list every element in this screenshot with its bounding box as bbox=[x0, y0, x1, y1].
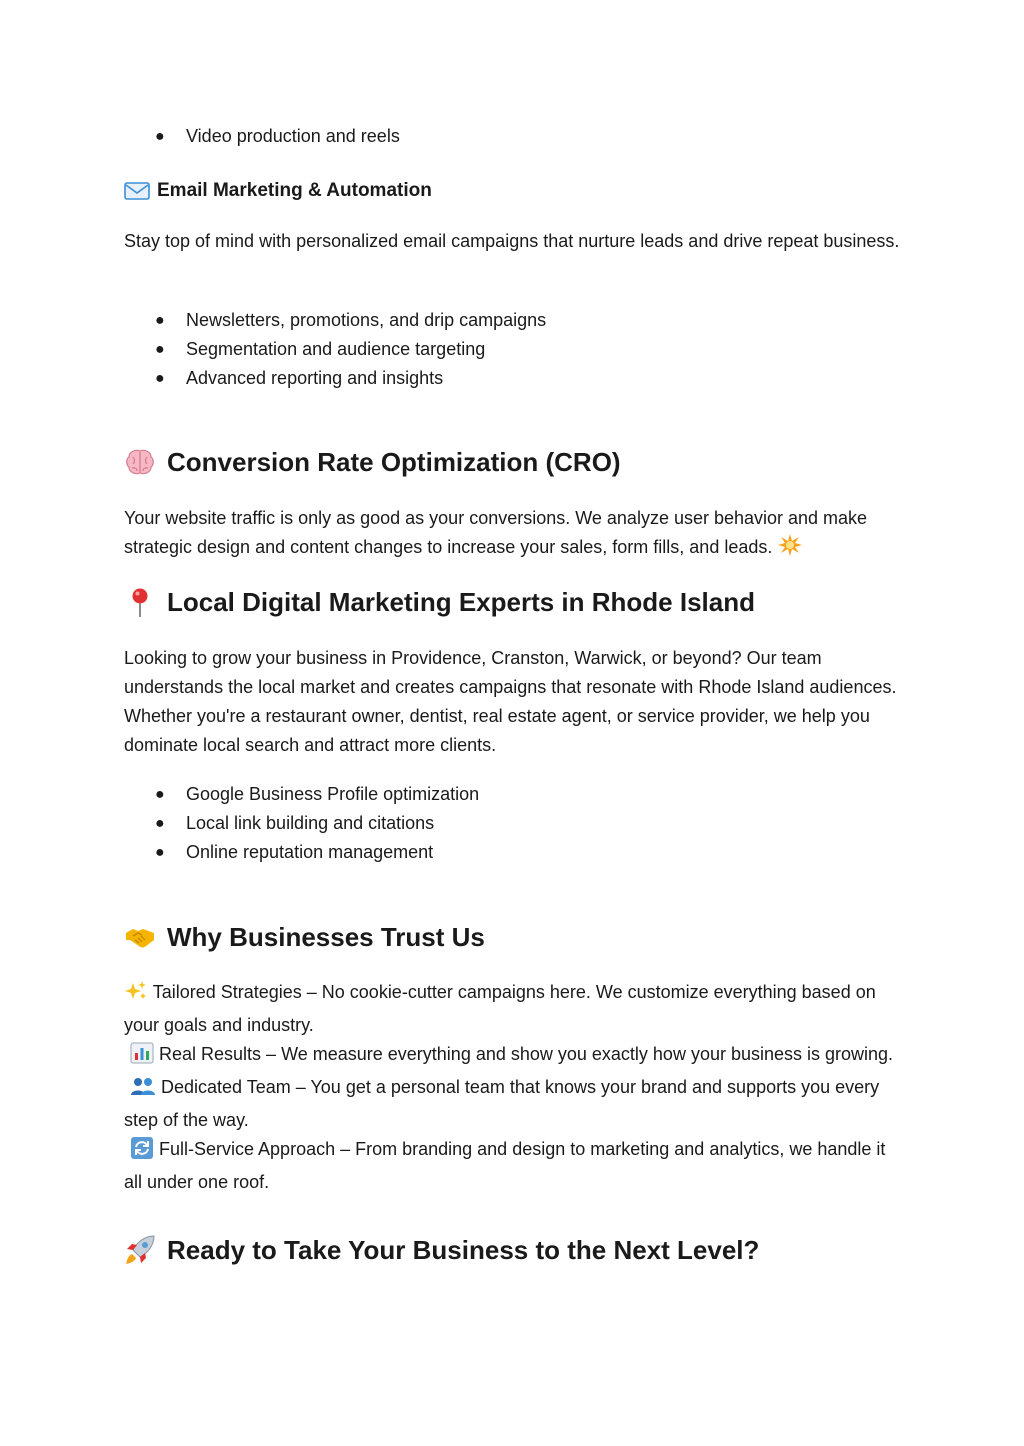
email-paragraph: Stay top of mind with personalized email campaigns that nurture leads and drive repeat business. bbox=[124, 231, 900, 251]
list-item-text: Video production and reels bbox=[186, 126, 400, 146]
rocket-icon bbox=[124, 1234, 156, 1266]
cro-paragraph-text: Your website traffic is only as good as your conversions. We analyze user behavior and make strategic design and content changes to increase your sales, form fills, and leads. bbox=[124, 508, 868, 557]
sparkles-icon bbox=[124, 980, 148, 1011]
bullet-dot: ● bbox=[155, 128, 165, 145]
cta-heading bbox=[124, 1232, 904, 1268]
trust-heading-text: Why Businesses Trust Us bbox=[167, 922, 485, 952]
list-item-text: Local link building and citations bbox=[186, 813, 435, 833]
local-bullet-list bbox=[124, 780, 904, 867]
trust-heading bbox=[124, 919, 904, 955]
video-bullet-list bbox=[124, 122, 904, 151]
list-item-text: Newsletters, promotions, and drip campaigns bbox=[186, 310, 547, 330]
list-item bbox=[124, 335, 904, 364]
pin-icon bbox=[124, 586, 156, 618]
email-bullet-list bbox=[124, 306, 904, 393]
trust-item bbox=[124, 1135, 904, 1197]
list-item bbox=[124, 809, 904, 838]
bullet-dot: ● bbox=[155, 312, 165, 329]
cro-heading bbox=[124, 444, 904, 480]
email-heading-text: Email Marketing & Automation bbox=[157, 180, 432, 201]
list-item bbox=[124, 780, 904, 809]
brain-icon bbox=[124, 446, 156, 478]
collision-icon bbox=[777, 533, 803, 566]
list-item bbox=[124, 306, 904, 335]
trust-item-text: Full-Service Approach – From branding and design to marketing and analytics, we handle it all under one roof. bbox=[124, 1139, 886, 1192]
list-item-text: Segmentation and audience targeting bbox=[186, 339, 486, 359]
local-heading-text: Local Digital Marketing Experts in Rhode Island bbox=[167, 587, 755, 617]
cro-heading-text: Conversion Rate Optimization (CRO) bbox=[167, 447, 621, 477]
trust-item-text: Dedicated Team – You get a personal team that knows your brand and supports you every step of the way. bbox=[124, 1077, 880, 1130]
trust-item-text: Tailored Strategies – No cookie-cutter campaigns here. We customize everything based on your goals and industry. bbox=[124, 982, 876, 1035]
people-icon bbox=[130, 1075, 156, 1106]
list-item bbox=[124, 838, 904, 867]
bar-chart-icon bbox=[130, 1042, 154, 1073]
trust-item bbox=[124, 978, 904, 1040]
trust-item bbox=[124, 1040, 904, 1073]
local-heading bbox=[124, 584, 904, 620]
handshake-icon bbox=[124, 921, 156, 953]
trust-list bbox=[124, 978, 904, 1197]
bullet-dot: ● bbox=[155, 844, 165, 861]
email-marketing-heading bbox=[124, 176, 904, 205]
local-paragraph: Looking to grow your business in Providence, Cranston, Warwick, or beyond? Our team understands the local market and creates campaigns that resonate with Rhode Island audiences. Whether you're a restaurant owner, dentist, real estate agent, or service provider, we help you dominate local search and attract more clients. bbox=[124, 648, 897, 755]
list-item-text: Online reputation management bbox=[186, 842, 434, 862]
list-item bbox=[124, 364, 904, 393]
trust-item-text: Real Results – We measure everything and show you exactly how your business is growing. bbox=[159, 1044, 894, 1064]
envelope-icon bbox=[124, 180, 150, 202]
bullet-dot: ● bbox=[155, 370, 165, 387]
list-item bbox=[124, 122, 904, 151]
cro-paragraph bbox=[124, 504, 904, 566]
refresh-icon bbox=[130, 1137, 154, 1168]
list-item-text: Google Business Profile optimization bbox=[186, 784, 480, 804]
bullet-dot: ● bbox=[155, 786, 165, 803]
trust-item bbox=[124, 1073, 904, 1135]
bullet-dot: ● bbox=[155, 815, 165, 832]
cta-heading-text: Ready to Take Your Business to the Next Level? bbox=[167, 1235, 760, 1265]
bullet-dot: ● bbox=[155, 341, 165, 358]
list-item-text: Advanced reporting and insights bbox=[186, 368, 444, 388]
